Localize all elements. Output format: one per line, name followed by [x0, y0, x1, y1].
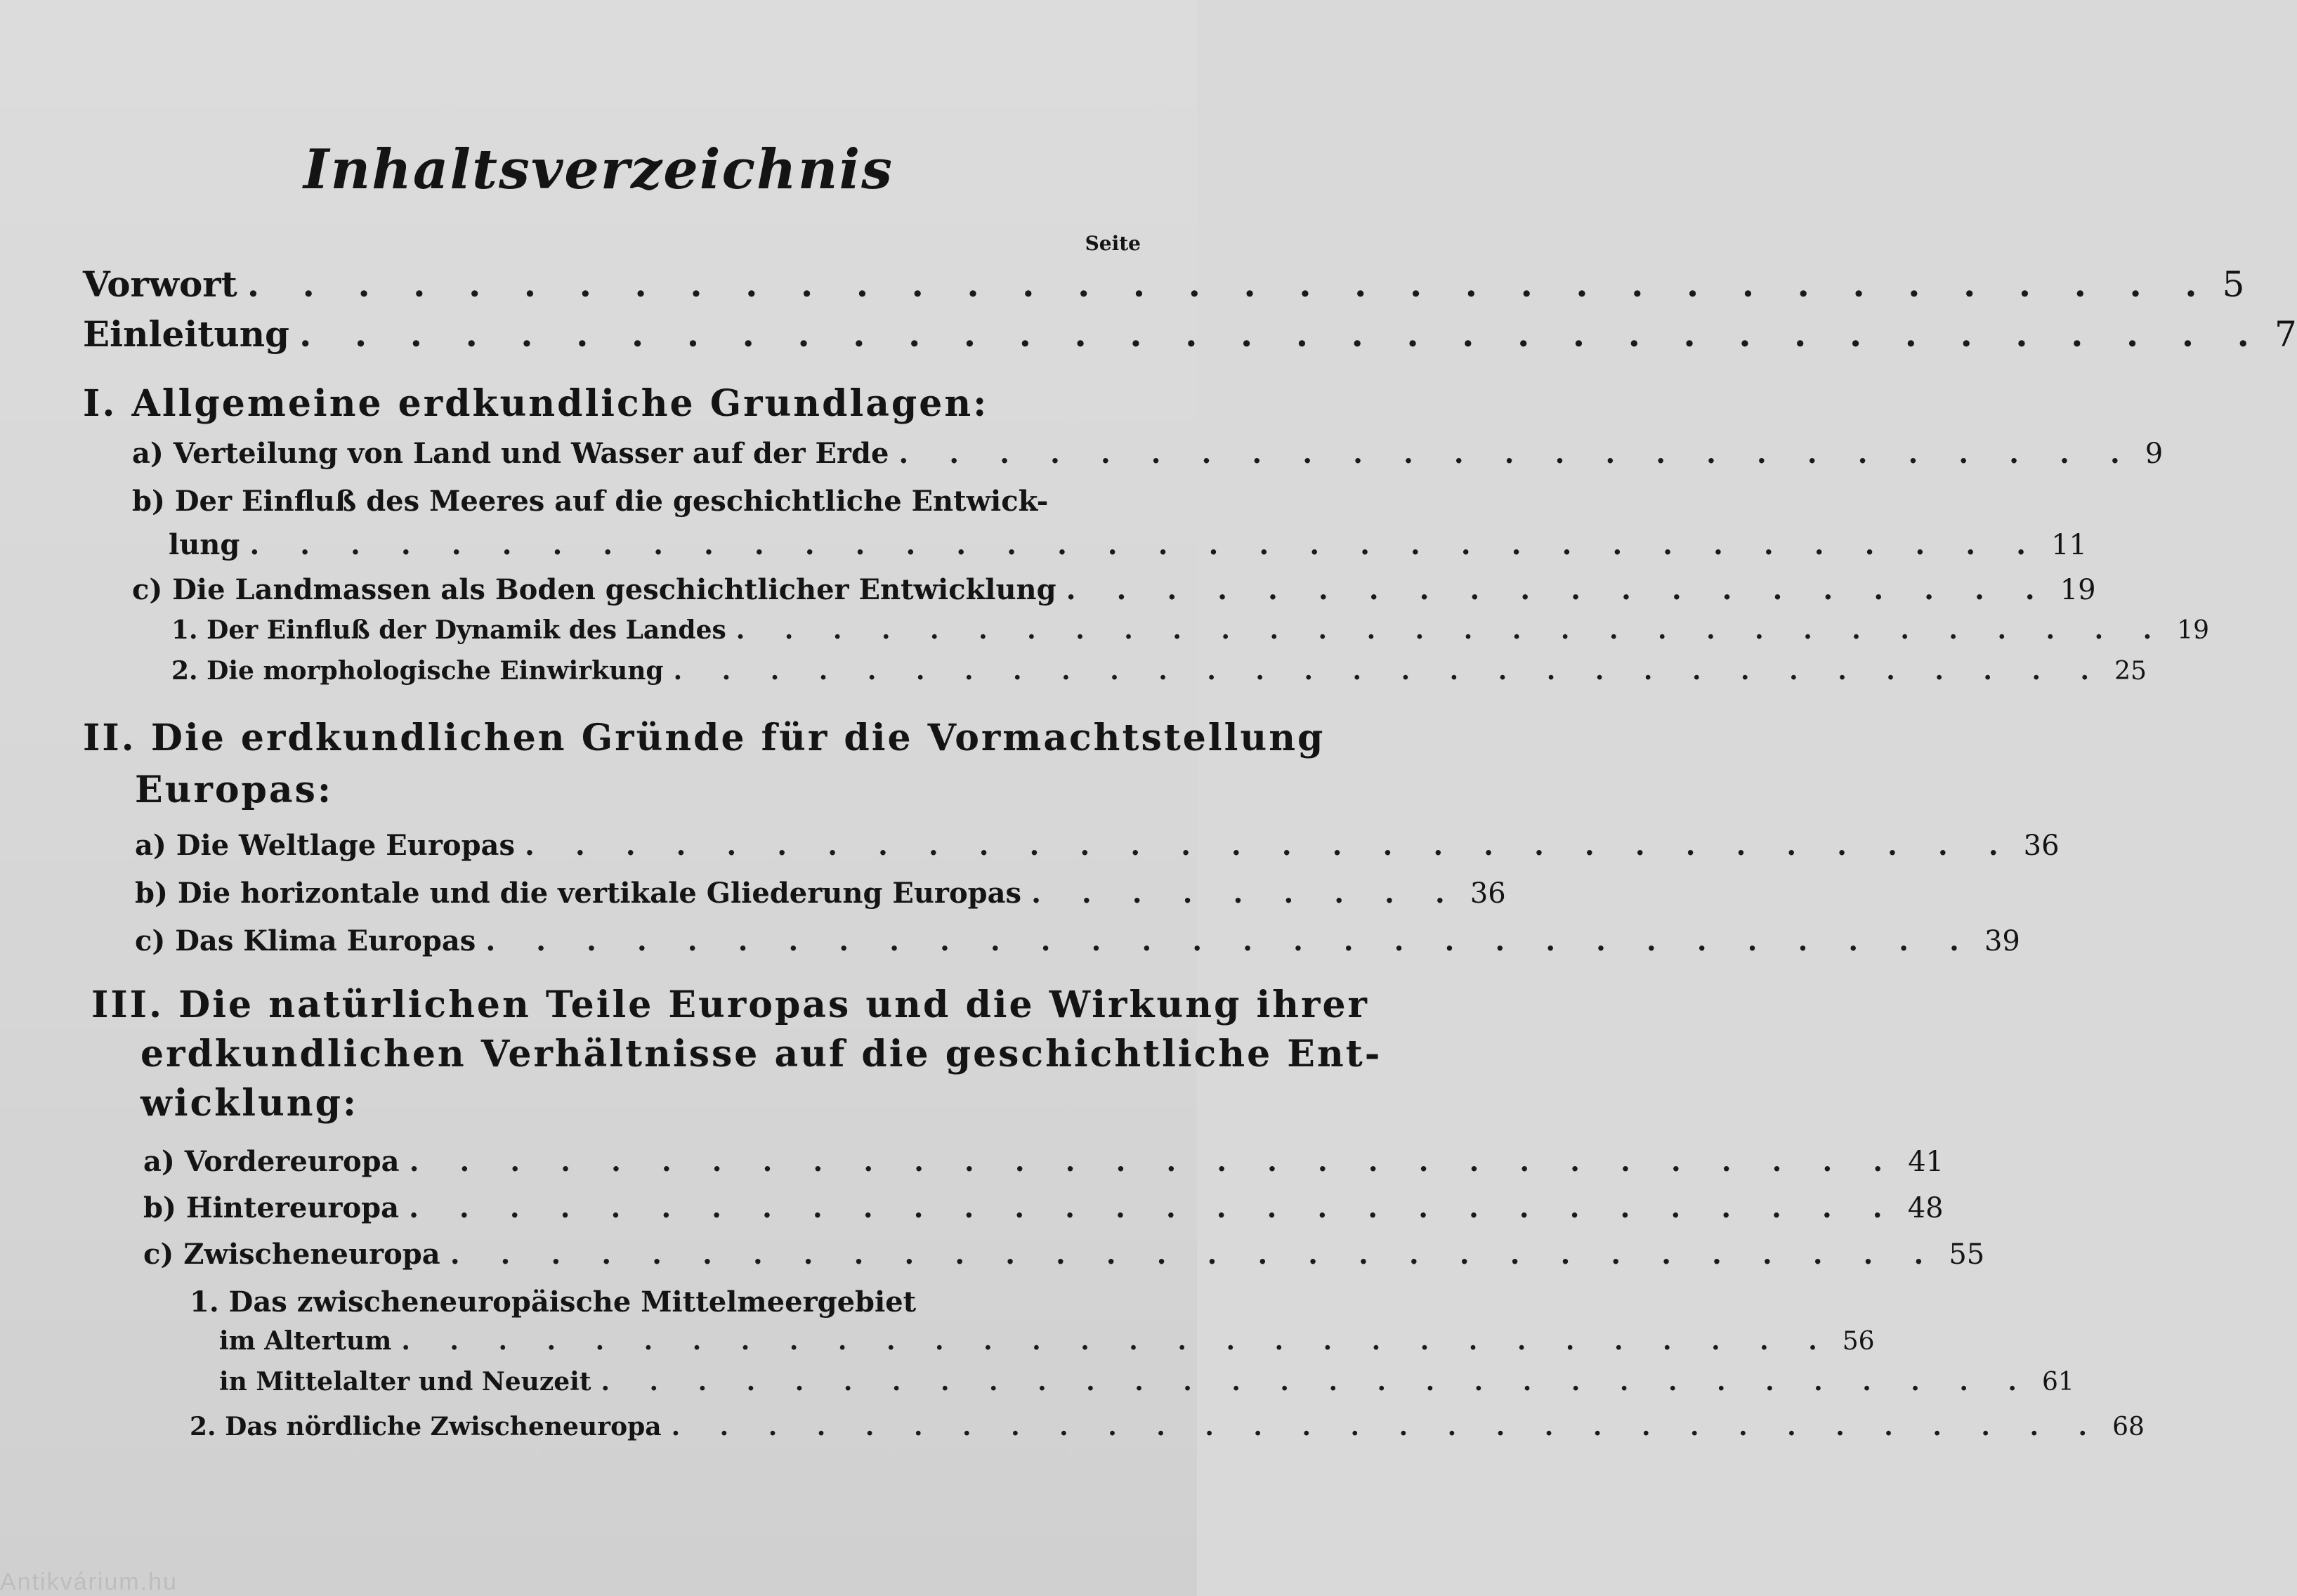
toc-entry-page: 11 — [2051, 529, 2087, 561]
leader-dots: . . . . . . . . . . . . . . . . . . . . . . . . . . . . . . . . . . . . — [299, 313, 2265, 355]
toc-entry-label: Einleitung — [83, 313, 290, 355]
toc-entry-page: 9 — [2145, 438, 2164, 470]
toc-entry — [143, 1145, 1944, 1178]
toc-entry-label: a) Verteilung von Land und Wasser auf der Erde — [132, 437, 889, 470]
toc-entry-label: 2. Die morphologische Einwirkung — [171, 656, 664, 686]
leader-dots: . . . . . . . . . . . . . . . . . . . . . . . . . — [898, 437, 2135, 470]
toc-entry-label: 1. Der Einfluß der Dynamik des Landes — [171, 615, 726, 645]
section-heading-3: III. Die natürlichen Teile Europas und die Wirkung ihrer — [91, 983, 1369, 1026]
toc-entry — [219, 1326, 1875, 1356]
leader-dots: . . . . . . . . . . . . . . . . . . . . . . . . . . . . . . — [601, 1367, 2032, 1396]
leader-dots: . . . . . . . . . . . . . . . . . . . . . . . . . . . . . . . . . . . . — [249, 528, 2042, 561]
leader-dots: . . . . . . . . . . . . . . . . . . . . . . . . . . . . . . — [401, 1326, 1833, 1356]
toc-entry — [132, 437, 2164, 470]
leader-dots: . . . . . . . . . . . . . . . . . . . . — [1066, 573, 2050, 606]
toc-entry — [135, 829, 2060, 862]
toc-entry-page: 7 — [2274, 314, 2297, 355]
toc-entry-vorwort — [83, 263, 2245, 305]
toc-entry — [171, 615, 2210, 645]
leader-dots: . . . . . . . . . . . . . . . . . . . . . . . . . . . . . . . . . . . . — [247, 263, 2213, 305]
toc-entry-label: a) Die Weltlage Europas — [135, 829, 515, 862]
toc-entry — [132, 573, 2096, 606]
toc-entry-page: 48 — [1907, 1192, 1944, 1224]
page-column-label: Seite — [1085, 232, 1141, 255]
toc-entry — [135, 877, 1506, 910]
toc-entry-label: b) Der Einfluß des Meeres auf die geschichtliche Entwick- — [132, 485, 1049, 518]
toc-entry-label: b) Die horizontale und die vertikale Gliederung Europas — [135, 877, 1022, 910]
toc-entry-label: im Altertum — [219, 1326, 392, 1356]
leader-dots: . . . . . . . . . . . . . . . . . . . . . . . . . . . . . . — [735, 615, 2168, 645]
toc-entry-page: 19 — [2060, 574, 2096, 606]
toc-entry-page: 68 — [2112, 1413, 2145, 1441]
leader-dots: . . . . . . . . . . . . . . . . . . . . . . . . . . . . . . — [409, 1145, 1899, 1178]
leader-dots: . . . . . . . . . . . . . . . . . . . . . . . . . . . . . . — [485, 924, 1975, 957]
toc-entry — [190, 1412, 2145, 1441]
toc-entry-page: 61 — [2041, 1368, 2074, 1396]
toc-entry-page: 39 — [1984, 925, 2020, 957]
section-heading-1: I. Allgemeine erdkundliche Grundlagen: — [83, 382, 989, 425]
toc-entry-page: 55 — [1949, 1238, 1985, 1271]
toc-entry-label: 2. Das nördliche Zwischeneuropa — [190, 1412, 662, 1441]
toc-entry — [169, 528, 2087, 561]
toc-entry-label: c) Zwischeneuropa — [143, 1238, 440, 1271]
toc-subheading: 1. Das zwischeneuropäische Mittelmeergebiet — [190, 1286, 917, 1319]
leader-dots: . . . . . . . . . — [1031, 877, 1460, 910]
toc-entry-einleitung — [83, 313, 2297, 355]
section-heading-3-cont2: wicklung: — [140, 1082, 359, 1125]
leader-dots: . . . . . . . . . . . . . . . . . . . . . . . . . . . . . . — [525, 829, 2014, 862]
toc-entry-label: Vorwort — [83, 263, 237, 305]
toc-entry — [143, 1238, 1985, 1271]
leader-dots: . . . . . . . . . . . . . . . . . . . . . . . . . . . . . . — [450, 1238, 1939, 1271]
page-title: Inhaltsverzeichnis — [303, 138, 894, 202]
toc-entry-page: 56 — [1842, 1327, 1875, 1356]
leader-dots: . . . . . . . . . . . . . . . . . . . . . . . . . . . . . . — [671, 1412, 2103, 1441]
toc-entry — [171, 656, 2147, 686]
toc-entry-page: 36 — [2023, 830, 2060, 862]
toc-entry-label: c) Die Landmassen als Boden geschichtlicher Entwicklung — [132, 573, 1056, 606]
toc-entry-page: 5 — [2222, 264, 2245, 305]
toc-entry-page: 25 — [2114, 657, 2147, 686]
toc-entry-label: a) Vordereuropa — [143, 1145, 400, 1178]
section-heading-3-cont: erdkundlichen Verhältnisse auf die geschichtliche Ent- — [140, 1033, 1382, 1075]
toc-entry — [143, 1191, 1944, 1224]
toc-entry-label: b) Hintereuropa — [143, 1191, 400, 1224]
toc-entry-page: 19 — [2177, 616, 2210, 645]
leader-dots: . . . . . . . . . . . . . . . . . . . . . . . . . . . . . . — [409, 1191, 1898, 1224]
toc-entry-label: c) Das Klima Europas — [135, 924, 476, 957]
toc-entry-page: 41 — [1908, 1146, 1944, 1178]
toc-entry-page: 36 — [1470, 877, 1506, 910]
toc-entry-label: lung — [169, 528, 240, 561]
toc-entry-label: in Mittelalter und Neuzeit — [219, 1367, 591, 1396]
watermark: Antikvárium.hu — [0, 1569, 178, 1595]
toc-entry — [135, 924, 2020, 957]
section-heading-2: II. Die erdkundlichen Gründe für die Vormachtstellung — [83, 717, 1326, 759]
section-heading-2-cont: Europas: — [135, 768, 334, 811]
leader-dots: . . . . . . . . . . . . . . . . . . . . . . . . . . . . . . — [673, 656, 2105, 686]
toc-entry — [219, 1367, 2074, 1396]
